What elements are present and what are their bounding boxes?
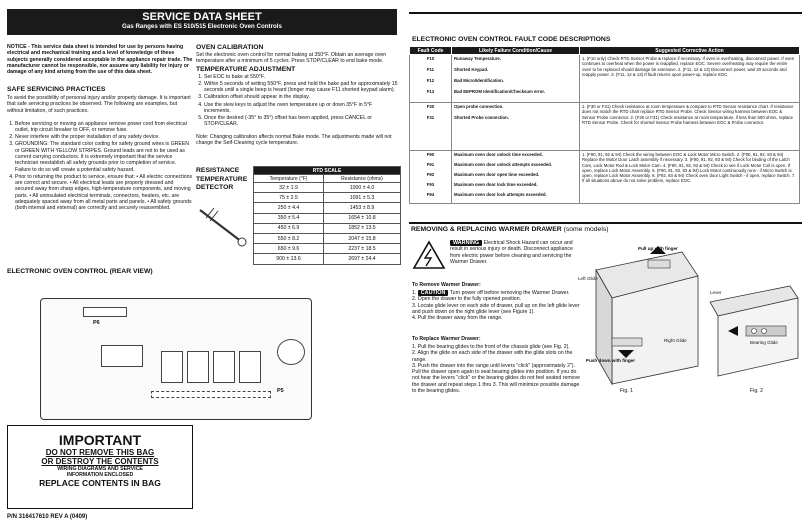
list-item: 4. Use the slew keys to adjust the oven temperature up or down 35°F in 5°F increments. [204,102,399,115]
fault-code: F94 [426,192,435,197]
table-cell: 250 ± 4.4 [254,203,324,213]
step-text: Pull the bearing glides to the front of the chassis glide (see Fig. 2). [417,344,570,350]
step-text: Align the glide on each side of the drawer with the glide slots on the range. [412,350,573,363]
table-cell: 350 ± 5.4 [254,213,324,223]
temp-adjust-heading: TEMPERATURE ADJUSTMENT [196,66,296,73]
fault-action-cell: 1. (F90, 91, 92 & 94) Check the wiring between EOC & Lock Motor Micro Switch. 2. (F90, 91, 92, 93 & 94) Replace the Motor Door Latch assembly if necessary. 3. (F90, 91, 92, 93 & 94) Check for binding of the Latch Cam, Lock Motor Rod & Lock Motor Cam. 4. (F90, 91, 92, 93 & 94) Check to see if Lock Motor Coil is open. If open, replace Lock Motor Assembly. 5. (F90, 91, 92, 93 & 94) Lock Motor continuously runs - if Micro Switch is open, replace Lock Motor Assembly. 6. (F92, 93 & 94) Check oven door Light Switch - if open, replace Switch. 7. If all situations above do not solve problem, replace EOC. [580,151,800,204]
table-row [410,55,800,103]
list-item: 2. Never interfere with the proper installation of any safety device. [15,134,193,140]
bearing-glide-label: Bearing Glide [750,340,778,345]
fault-cause: Maximum oven door lock attempts exceeded. [454,192,547,197]
transformer-component [277,339,305,365]
fault-code: F12 [426,78,435,83]
fault-code: F31 [426,115,435,120]
list-item: 4. Pull the drawer away from the range. [412,315,503,322]
fault-code-cell [410,151,452,204]
table-row [410,151,800,204]
warmer-heading [411,226,609,233]
table-row [254,223,401,233]
fault-code: F91 [426,162,435,167]
fault-cause: Maximum oven door unlock attempts exceeded. [454,162,552,167]
list-item: 3. GROUNDING: The standard color coding for safety ground wires is GREEN or GREEN WITH YELLOW STRIPES. Ground leads are not to be used as current carrying conductors. It is extremely important that the service technician reestablish all safety grounds prior to completion of service. Failure to do so will create a potential safety hazard. [15,141,193,172]
rtd-col-temp: Temperature (°F) [254,175,324,183]
table-cell: 1000 ± 4.0 [324,183,401,193]
table-cell: 1654 ± 10.8 [324,213,401,223]
fault-cause: Shorted Probe connection. [454,115,509,120]
fault-col-code: Fault Code [410,47,452,55]
table-cell: 900 ± 13.6 [254,254,324,264]
fault-code: F93 [426,182,435,187]
title-banner [7,9,397,35]
left-glide-label: Left Glide [578,276,598,281]
warmer-title: REMOVING & REPLACING WARMER DRAWER [411,226,562,233]
list-item: 1. CAUTION Turn power off before removing the Warmer Drawer. [412,290,570,296]
fault-cause: Maximum oven door unlock time exceeded. [454,152,543,157]
table-row [254,203,401,213]
push-down-label: Push down with finger [586,358,635,363]
fault-code-cell [410,55,452,103]
important-line: INFORMATION ENCLOSED [66,472,134,478]
right-glide-label: Right Glide [664,338,687,343]
step-text: Push the drawer into the range until levers "click" (approximately 2"). Pull the drawer open again to seat bearing glides into position. If you do not hear the levers "click" or the bearing glides do not feel seated remove the drawer and repeat steps 1 thru 3. This will minimize possible damage to the bearing glides. [412,362,581,395]
remove-steps [412,290,582,321]
rear-view-heading: ELECTRONIC OVEN CONTROL (REAR VIEW) [7,268,153,275]
list-item: 1. Before servicing or moving an appliance remove power cord from electrical outlet, trip circuit breaker to OFF, or remove fuse. [15,121,193,134]
table-cell: 2047 ± 15.8 [324,233,401,243]
fault-code: F11 [426,67,435,72]
table-cell: 450 ± 6.9 [254,223,324,233]
rtd-table [253,166,401,265]
table-cell: 2237 ± 18.5 [324,244,401,254]
rtd-probe-icon [196,202,252,252]
list-item: 5. Once the desired (-35° to 35°) offset has been applied, press CANCEL or STOP/CLEAR. [204,115,399,128]
replace-heading: To Replace Warmer Drawer: [412,336,481,342]
table-row [410,103,800,151]
fault-action-cell: 1. (F10 only) Check RTD Sensor Probe & replace if necessary. If oven is overheating, disconnect power. If oven continues to overheat when the power is reapplied, replace EOC. Severe overheating may require the entire oven to be replaced should damage be extensive. 2. (F11, 12 & 13) Disconnect power, wait 30 seconds and reapply power. 3. (F11, 12 & 13) If fault returns upon power-up, replace EOC. [580,55,800,103]
fault-code-table [409,46,800,204]
rtd-col-res: Resistance (ohms) [324,175,401,183]
remove-heading: To Remove Warmer Drawer: [412,282,481,288]
lever-label: Lever [710,290,722,295]
fault-cause-cell [452,103,580,151]
calibration-note: Note: Changing calibration affects normal Bake mode. The adjustments made will not change the Self-Cleaning cycle temperature. [196,134,392,147]
relay-component [101,345,143,367]
fault-col-action: Suggested Corrective Action [580,47,800,55]
step-text: Locate glide lever on each side of drawer, pull up on the left glide lever and push down on the right glide lever (see Figure 1). [412,302,580,315]
bearing-glide-figure-2 [706,282,802,380]
fault-action-cell: 1. (F30 or F31) Check resistance at room temperature & compare to RTD Sensor resistance chart. If resistance does not match the RTD chart replace RTD Sensor Probe. Check Sensor wiring harness between EOC & Sensor Probe connector. 2. (F30 or F31) Check resistance at room temperature, if less than 500 ohms, replace RTD Sensor Probe. Check for shorted Sensor Probe harness between EOC & Probe connector. [580,103,800,151]
temp-adjust-steps [196,74,399,128]
list-item: 3. Calibration offset should appear in the display. [204,94,399,100]
table-row [254,183,401,193]
table-cell: 1453 ± 8.9 [324,203,401,213]
warning-badge: WARNING [450,240,482,246]
part-number: P/N 316417610 REV A (0409) [7,514,88,520]
fig2-caption: Fig. 2 [750,388,763,394]
table-cell: 1091 ± 5.3 [324,193,401,203]
rtd-label: RESISTANCE TEMPERATURE DETECTOR [196,167,248,191]
page-title: SERVICE DATA SHEET [142,11,262,23]
fault-cause: Bad EEPROM Identification/Checksum error. [454,89,545,94]
warning-text: Electrical Shock Hazard can occur and result in serious injury or death. Disconnect appliance from electric power before cleaning and servicing the Warmer Drawer. [450,240,573,265]
step-text: Turn power off before removing the Warmer Drawer. [449,290,570,296]
table-row [254,254,401,264]
fault-code-cell [410,103,452,151]
notice-label: NOTICE - [7,44,30,50]
table-row [254,233,401,243]
list-item: 2. Align the glide on each side of the drawer with the glide slots on the range. [412,350,573,363]
important-title: IMPORTANT [58,432,142,448]
caution-badge: CAUTION [418,290,449,296]
left-page [0,0,402,530]
warning-block [450,240,582,265]
figure-2 [706,282,802,380]
relay-component [161,351,183,383]
list-item: 1. Pull the bearing glides to the front of the chassis glide (see Fig. 2). [412,344,570,350]
warmer-note: (some models) [563,226,609,233]
p5-connector [151,391,271,398]
fault-cause: Runaway Temperature. [454,56,501,61]
pull-up-label: Pull up with finger [638,246,678,251]
right-page [406,0,808,530]
relay-component [239,351,261,383]
fault-cause-cell [452,151,580,204]
table-cell: 1852 ± 13.5 [324,223,401,233]
control-board-diagram [40,298,312,420]
important-box [7,425,193,509]
fault-cause: Bad Micro/Identification. [454,78,504,83]
safe-practices-list [7,121,193,212]
list-item: 3. Push the drawer into the range until levers "click" (approximately 2"). Pull the drawer open again to seat bearing glides into position. If you do not hear the levers "click" or the bearing glides do not feel seated remove the drawer and repeat steps 1 thru 3. This will minimize possible damage to the bearing glides. [412,362,581,395]
safe-practices-heading: SAFE SERVICING PRACTICES [7,86,106,93]
warmer-drawer-figure-1 [586,246,704,386]
important-line: DO NOT REMOVE THIS BAG [45,448,155,457]
list-item: 1. Set EOC to bake at 550°F. [204,74,399,80]
important-line: REPLACE CONTENTS IN BAG [39,478,161,488]
figure-1 [578,246,704,386]
fig1-caption: Fig. 1 [620,388,633,394]
oven-calibration-text: Set the electronic oven control for normal baking at 350°F. Obtain an average oven temperature after a minimum of 5 cycles. Press STOP/CLEAR to end bake mode. [196,52,387,65]
fault-cause-cell [452,55,580,103]
list-item: 2. Within 5 seconds of setting 550°F, press and hold the bake pad for approximately 15 seconds until a single beep is heard (longer may cause F11 shorted keypad alarm). [204,81,399,94]
fault-col-cause: Likely Failure Condition/Cause [452,47,580,55]
table-cell: 650 ± 9.6 [254,244,324,254]
table-row [254,213,401,223]
relay-component [187,351,209,383]
fault-code: F30 [426,104,435,109]
table-cell: 550 ± 8.2 [254,233,324,243]
important-line: OR DESTROY THE CONTENTS [41,457,159,466]
table-cell: 75 ± 2.5 [254,193,324,203]
p6-label: P6 [93,320,100,326]
table-row [254,193,401,203]
relay-component [213,351,235,383]
notice-text: This service data sheet is intended for use by persons having electrical and mechanical training and a level of knowledge of these subjects generally considered acceptable in the appliance repair trade. The manufacturer cannot be responsible, nor assume any liability for injury or damage of any kind arising from the use of this data sheet. [7,44,193,76]
important-line: WIRING DIAGRAMS AND SERVICE [57,466,143,472]
p6-connector [83,307,127,317]
notice-block [7,44,193,75]
fault-cause: Open probe connection. [454,104,504,109]
top-rule [409,12,802,14]
fault-cause: Maximum oven door lock time exceeded. [454,182,538,187]
fault-code: F92 [426,172,435,177]
fault-code: F13 [426,89,435,94]
fault-cause: Shorted Keypad. [454,67,489,72]
table-row [254,244,401,254]
list-item: 3. Locate glide lever on each side of drawer, pull up on the left glide lever and push down on the right glide lever (see Figure 1). [412,302,580,315]
shock-warning-icon [412,240,446,270]
oven-calibration-heading: OVEN CALIBRATION [196,44,264,51]
fault-code: F10 [426,56,435,61]
rtd-table-title: RTD SCALE [254,167,401,175]
p5-label: P5 [277,388,284,394]
fault-code: F90 [426,152,435,157]
list-item: 2. Open the drawer to the fully opened position. [412,296,522,303]
fault-cause: Maximum oven door open time exceeded. [454,172,540,177]
fault-codes-heading: ELECTRONIC OVEN CONTROL FAULT CODE DESCRIPTIONS [412,36,611,43]
step-text: Open the drawer to the fully opened position. [417,296,522,303]
list-item: 4. Prior to returning the product to service, ensure that: • All electric connections are correct and secure. • All electrical leads are properly dressed and secured away from sharp edges, high-temperature components, and moving parts. • All uninsulated electrical terminals, connectors, heaters, etc. are adequately spaced away from all metal parts and panels. • All safety grounds (both internal and external) are correctly and securely reassembled. [15,174,193,212]
page-subtitle: Gas Ranges with ES 510/515 Electronic Oven Controls [122,23,282,30]
table-cell: 2697 ± 24.4 [324,254,401,264]
safe-practices-intro: To avoid the possibility of personal injury and/or property damage. It is important that safe servicing practices be observed. The following are examples, but without limitation, of such practices. [7,95,191,114]
section-rule [409,222,802,224]
table-cell: 32 ± 1.9 [254,183,324,193]
replace-steps [412,344,582,394]
step-text: Pull the drawer away from the range. [417,315,503,322]
